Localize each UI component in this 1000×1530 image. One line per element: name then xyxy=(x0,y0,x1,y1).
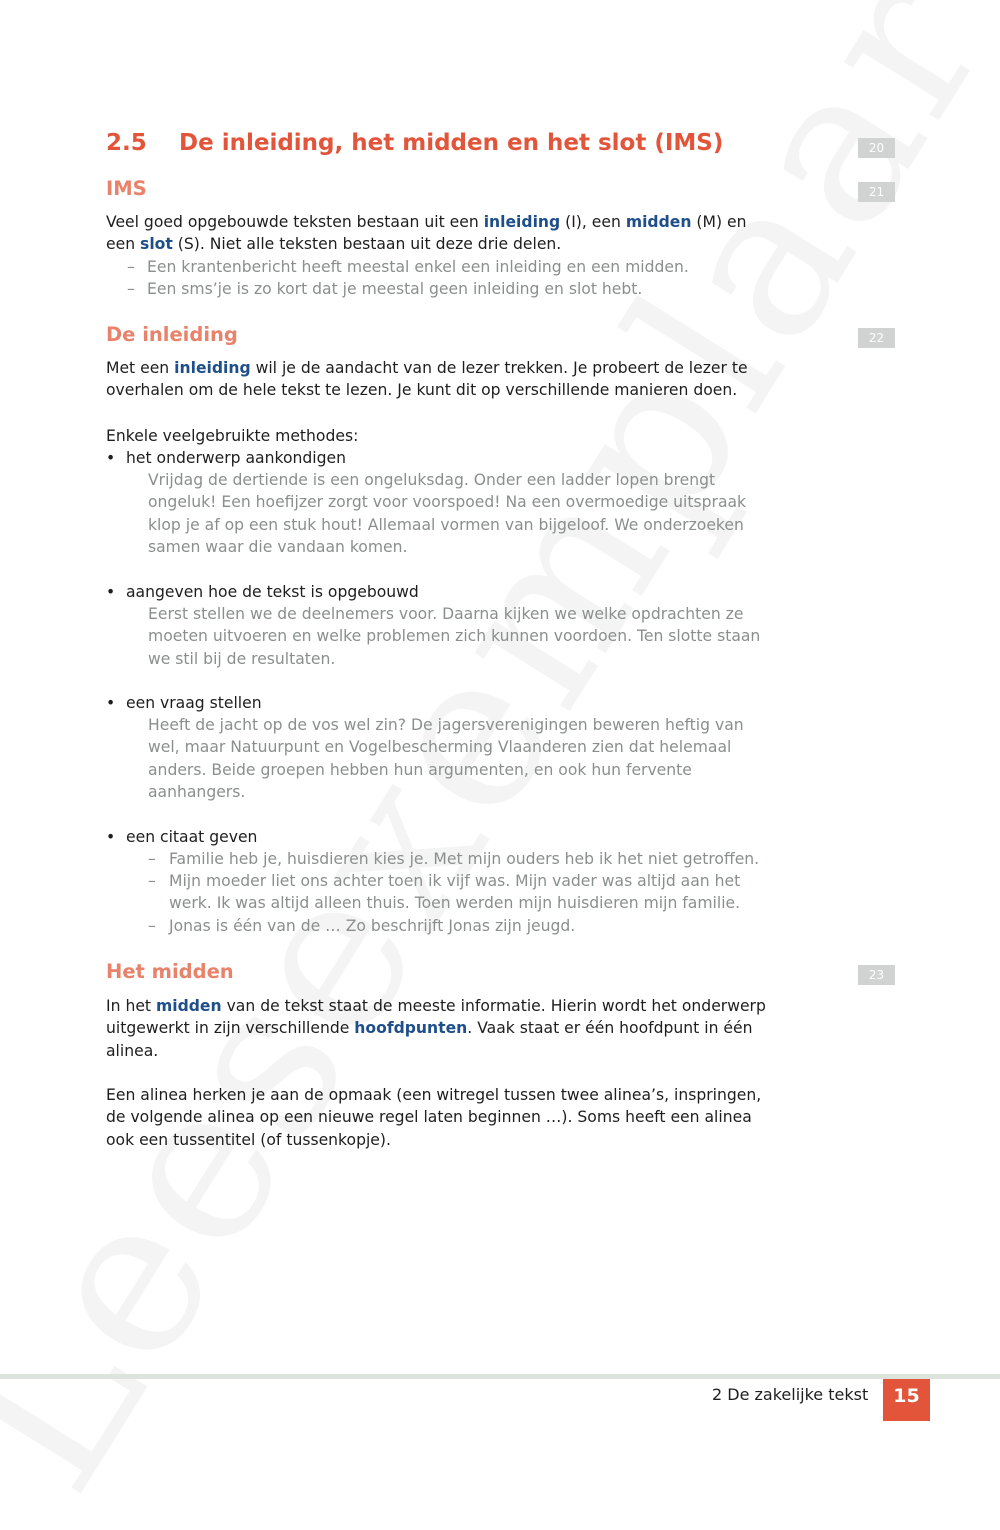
chapter-label: 2 De zakelijke tekst xyxy=(712,1385,869,1404)
footer-bar xyxy=(0,1374,1000,1379)
bullet-item: • een citaat geven xyxy=(106,828,258,846)
margin-tag: 23 xyxy=(858,965,895,985)
example-text: Vrijdag de dertiende is een ongeluksdag. Onder een ladder lopen brengt ongeluk! Een hoefijzer zorgt voor voorspoed! Na een overmoedige uitspraak klop je af op een stuk hout! Allemaal vormen van bijgeloof. We onderzoeken samen waar die vandaan komen. xyxy=(148,471,747,557)
quote-item: – Familie heb je, huisdieren kies je. Met mijn ouders heb ik het niet getroffen. xyxy=(148,850,760,868)
section-number: 2.5 xyxy=(106,130,147,156)
list-item: – Een krantenbericht heeft meestal enkel een inleiding en een midden. xyxy=(127,258,689,276)
quote-item: – Jonas is één van de … Zo beschrijft Jonas zijn jeugd. xyxy=(148,917,576,935)
margin-tag: 21 xyxy=(858,182,895,202)
midden-heading: Het midden xyxy=(106,960,234,983)
methods-intro: Enkele veelgebruikte methodes: xyxy=(106,427,359,445)
example-text: Eerst stellen we de deelnemers voor. Daarna kijken we welke opdrachten ze moeten uitvoeren en welke problemen zich kunnen voordoen. Ten slotte staan we stil bij de resultaten. xyxy=(148,605,761,668)
quote-item: – Mijn moeder liet ons achter toen ik vijf was. Mijn vader was altijd aan het werk. Ik was altijd alleen thuis. Toen werden mijn huisdieren mijn familie. xyxy=(148,872,741,913)
keyword: slot xyxy=(140,235,173,254)
margin-tag: 20 xyxy=(858,138,895,158)
ims-paragraph: Veel goed opgebouwde teksten bestaan uit een inleiding (I), een midden (M) en een slot (S). Niet alle teksten bestaan uit deze drie delen. xyxy=(106,213,747,254)
section-title: De inleiding, het midden en het slot (IMS) xyxy=(179,130,724,156)
example-text: Heeft de jacht op de vos wel zin? De jagersverenigingen beweren heftig van wel, maar Natuurpunt en Vogelbescherming Vlaanderen zien dat helemaal anders. Beide groepen hebben hun argumenten, en ook hun fervente aanhangers. xyxy=(148,716,744,802)
bullet-item: • het onderwerp aankondigen xyxy=(106,449,346,467)
list-item: – Een sms’je is zo kort dat je meestal geen inleiding en slot hebt. xyxy=(127,280,643,298)
inleiding-paragraph: Met een inleiding wil je de aandacht van de lezer trekken. Je probeert de lezer te overhalen om de hele tekst te lezen. Je kunt dit op verschillende manieren doen. xyxy=(106,359,748,400)
midden-paragraph-2: Een alinea herken je aan de opmaak (een witregel tussen twee alinea’s, inspringen, de volgende alinea op een nieuwe regel laten beginnen …). Soms heeft een alinea ook een tussentitel (of tussenkopje). xyxy=(106,1086,762,1149)
ims-heading: IMS xyxy=(106,177,147,200)
keyword: hoofdpunten xyxy=(354,1019,468,1038)
inleiding-heading: De inleiding xyxy=(106,323,238,346)
keyword: inleiding xyxy=(483,213,561,231)
keyword: midden xyxy=(156,997,222,1015)
page-number: 15 xyxy=(883,1379,930,1421)
bullet-item: • een vraag stellen xyxy=(106,694,262,712)
bullet-item: • aangeven hoe de tekst is opgebouwd xyxy=(106,583,419,601)
keyword: inleiding xyxy=(174,359,251,377)
section-heading xyxy=(106,130,723,156)
keyword: midden xyxy=(625,213,692,231)
midden-paragraph: In het midden van de tekst staat de meeste informatie. Hierin wordt het onderwerp uitgewerkt in zijn verschillende hoofdpunten. Vaak staat er één hoofdpunt in één alinea. xyxy=(106,997,766,1060)
margin-tag: 22 xyxy=(858,328,895,348)
